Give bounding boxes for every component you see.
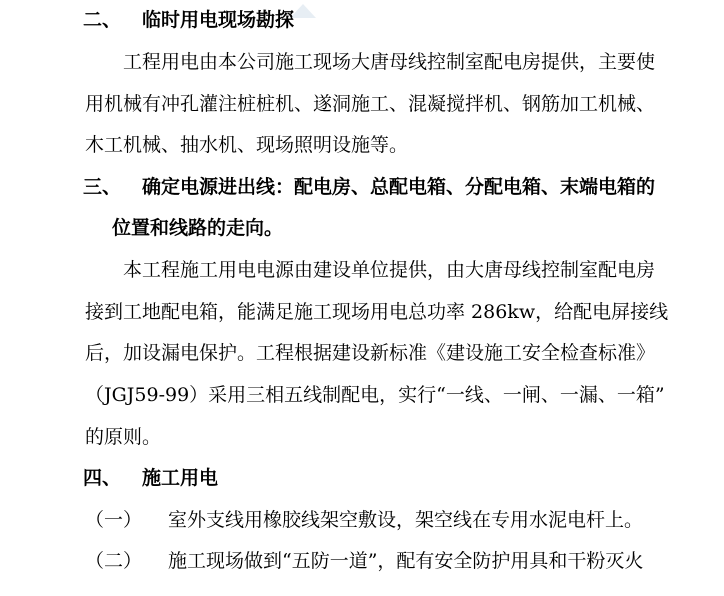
list-item-text: 室外支线用橡胶线架空敷设，架空线在专用水泥电杆上。 [168, 509, 644, 531]
list-item-text: 施工现场做到“五防一道”，配有安全防护用具和干粉灭火 [168, 550, 644, 572]
paragraph-line: 本工程施工用电电源由建设单位提供，由大唐母线控制室配电房 [123, 259, 656, 281]
section-number: 二、 [83, 9, 122, 31]
section-title: 确定电源进出线：配电房、总配电箱、分配电箱、末端电箱的 [142, 176, 656, 198]
section-number: 三、 [83, 176, 122, 198]
paragraph-line: 用机械有冲孔灌注桩桩机、遂洞施工、混凝搅拌机、钢筋加工机械、 [85, 93, 656, 115]
list-item-label: （二） [85, 550, 143, 572]
section-title-continued: 位置和线路的走向。 [112, 217, 284, 239]
paragraph-line: 的原则。 [85, 426, 162, 448]
section-number: 四、 [83, 467, 122, 489]
paragraph-line: 工程用电由本公司施工现场大唐母线控制室配电房提供，主要使 [123, 51, 656, 73]
section-title: 临时用电现场勘探 [142, 9, 295, 31]
paragraph-line: 木工机械、抽水机、现场照明设施等。 [85, 134, 409, 156]
paragraph-line: 接到工地配电箱，能满足施工现场用电总功率 286kw，给配电屏接线 [85, 301, 669, 323]
paragraph-line: （JGJ59-99）采用三相五线制配电，实行“一线、一闸、一漏、一箱” [85, 384, 665, 406]
section-title: 施工用电 [142, 467, 219, 489]
list-item-label: （一） [85, 509, 143, 531]
paragraph-line: 后，加设漏电保护。工程根据建设新标准《建设施工安全检查标准》 [85, 342, 656, 364]
